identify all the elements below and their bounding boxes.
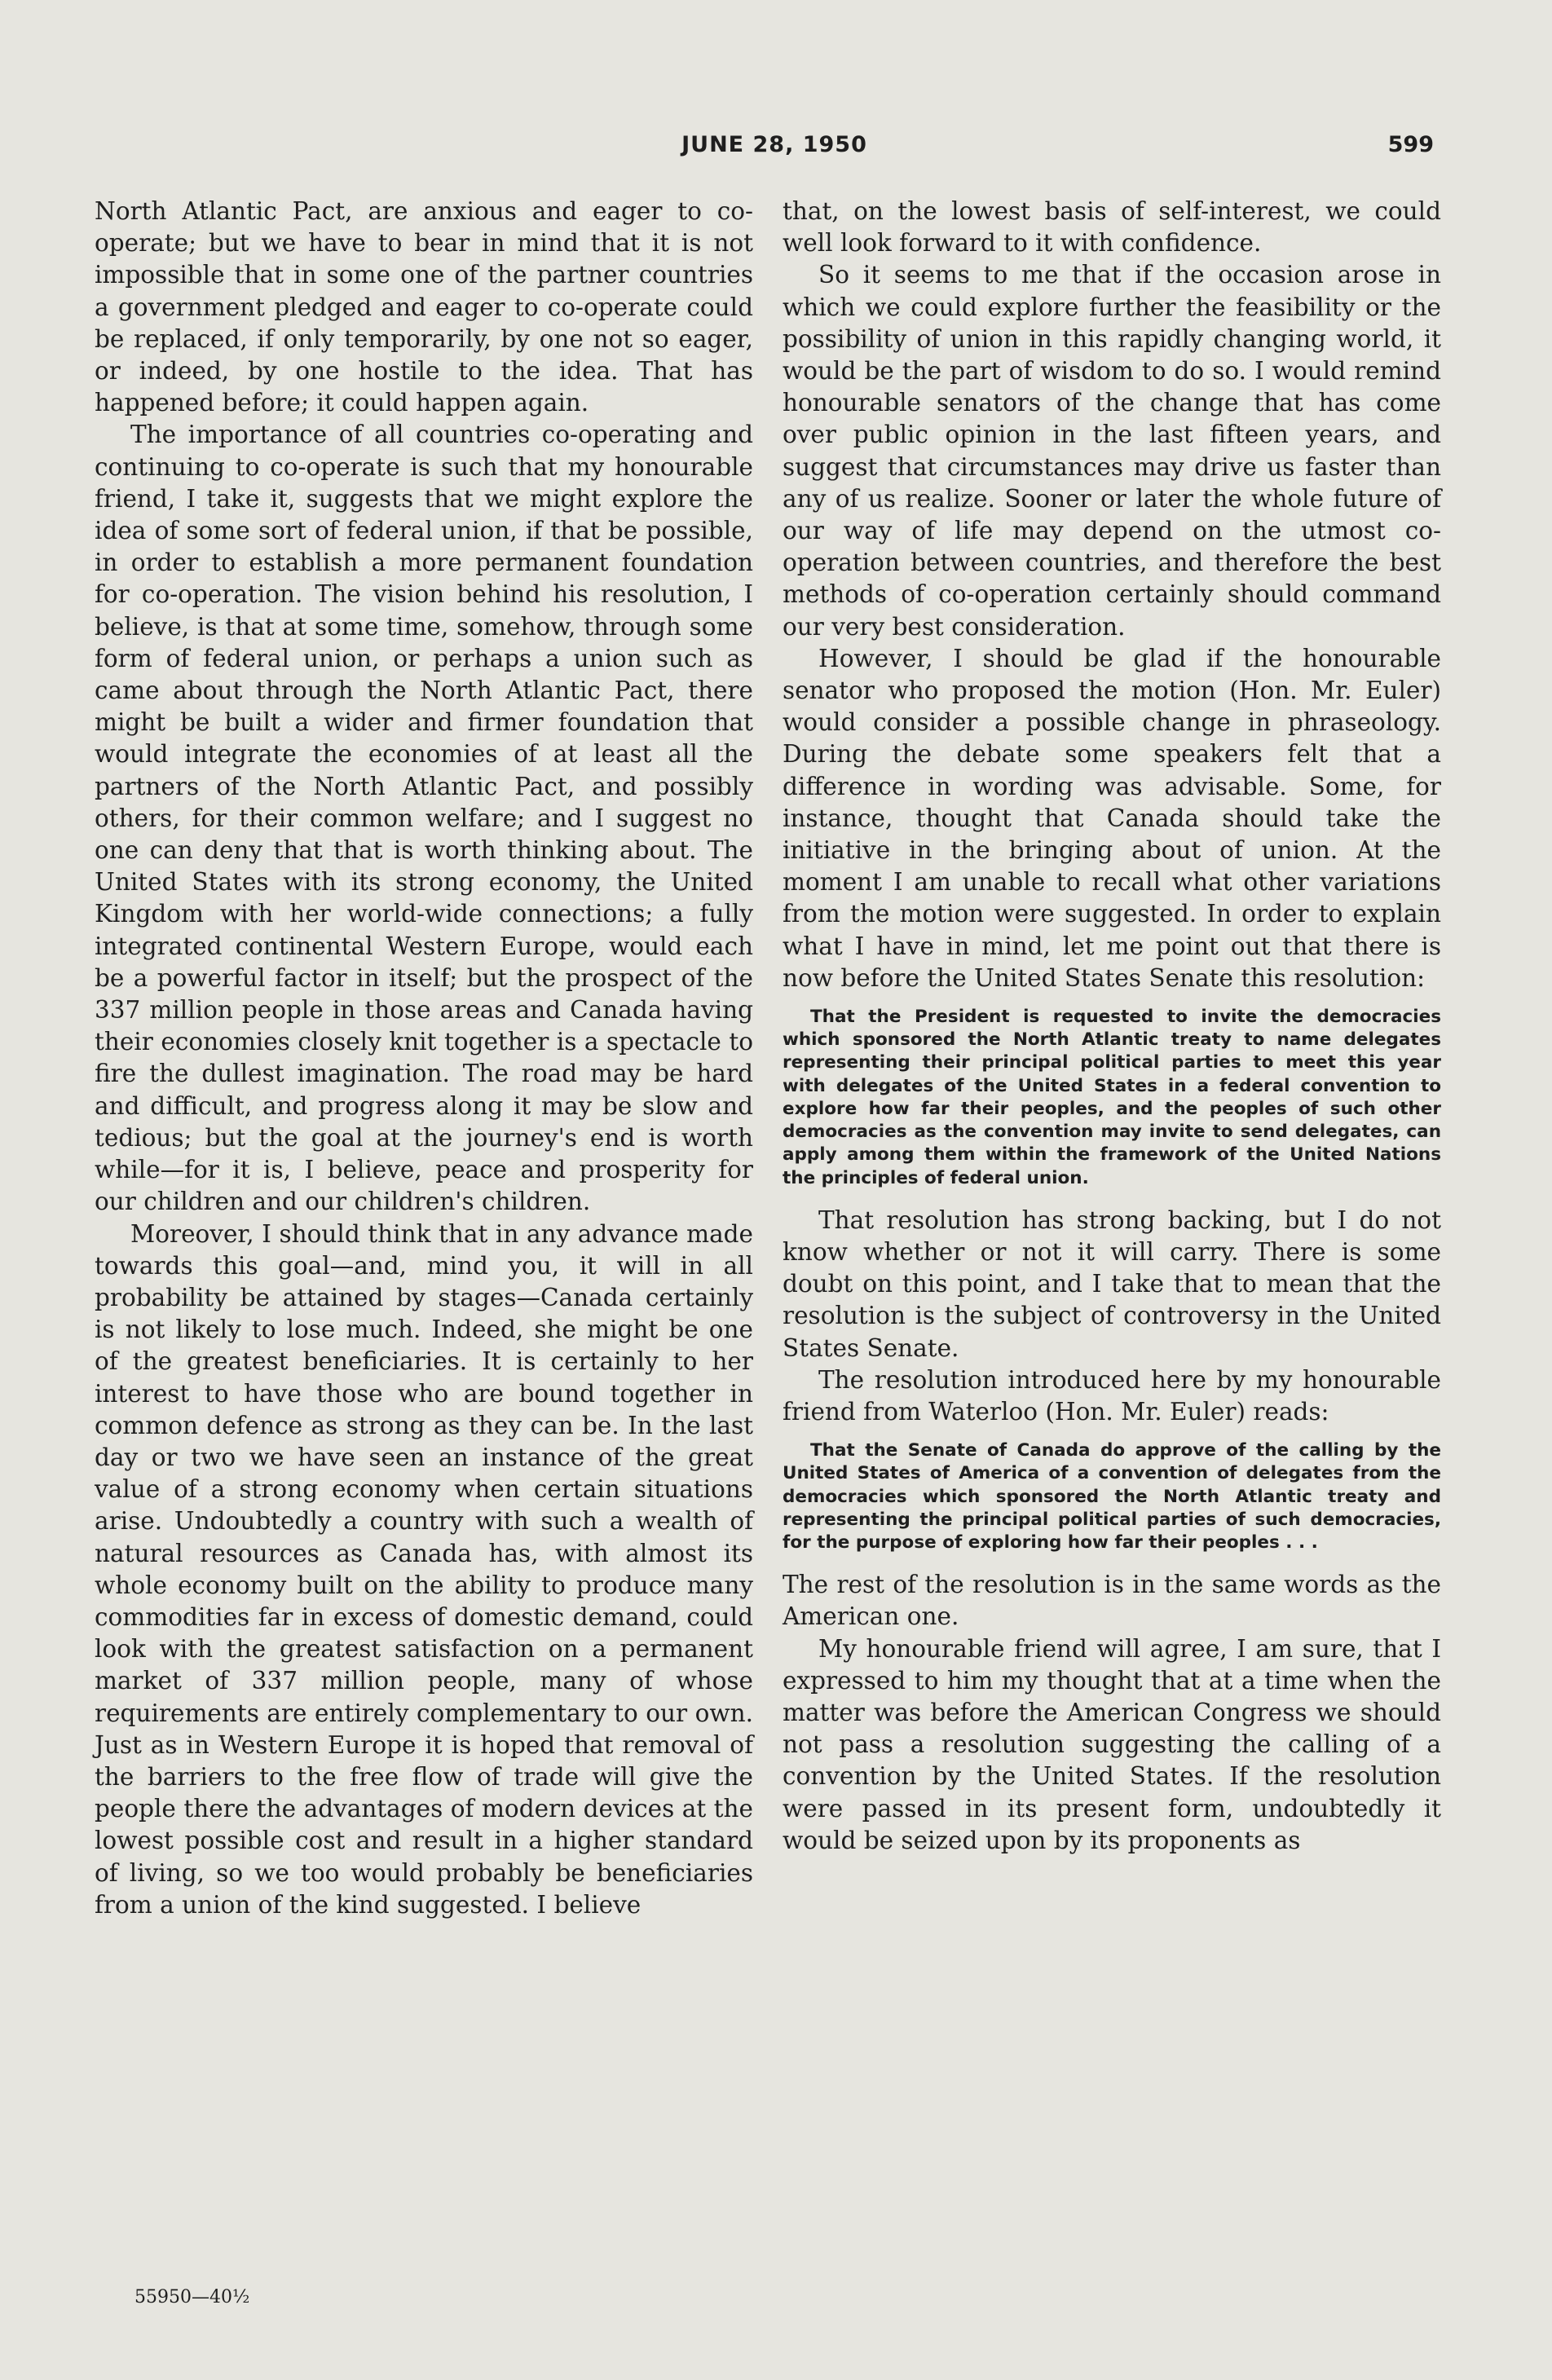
left-paragraph-2: The importance of all countries co-operating and continuing to co-operate is such that my honourable friend, I take it, suggests that we might explore the idea of some sort of federal union, if that be possible, in order to establish a more permanent foundation for co-operation. The vision behind his resolution, I believe, is that at some time, somehow, through some form of federal union, or perhaps a union such as came about through the North Atlantic Pact, there might be built a wider and firmer foundation that would integrate the economies of at least all the partners of the North Atlantic Pact, and possibly others, for their common welfare; and I suggest no one can deny that that is worth thinking about. The United States with its strong economy, the United Kingdom with her world-wide connections; a fully integrated continental Western Europe, would each be a powerful factor in itself; but the prospect of the 337 million people in those areas and Canada having their economies closely knit together is a spectacle to fire the dullest imagination. The road may be hard and difficult, and progress along it may be slow and tedious; but the goal at the journey's end is worth while—for it is, I believe, peace and prosperity for our children and our children's children.	[95, 421, 753, 1216]
right-paragraph-5: The resolution introduced here by my honourable friend from Waterloo (Hon. Mr. Euler) reads:	[783, 1365, 1441, 1426]
right-paragraph-6: The rest of the resolution is in the same words as the American one.	[783, 1571, 1441, 1631]
right-paragraph-7: My honourable friend will agree, I am sure, that I expressed to him my thought that at a time when the matter was before the American Congress we should not pass a resolution suggesting the calling of a convention by the United States. If the resolution were passed in its present form, undoubtedly it would be seized upon by its proponents as	[783, 1634, 1441, 1854]
left-paragraph-1: North Atlantic Pact, are anxious and eager to co-operate; but we have to bear in mind that it is not impossible that in some one of the partner countries a government pledged and eager to co-operate could be replaced, if only temporarily, by one not so eager, or indeed, by one hostile to the idea. That has happened before; it could happen again.	[95, 197, 753, 417]
page-number: 599	[1387, 132, 1434, 157]
left-column	[95, 196, 753, 1921]
canada-senate-resolution-quote: That the Senate of Canada do approve of the calling by the United States of America of a convention of delegates from the democracies which sponsored the North Atlantic treaty and representing the principal political parties of such democracies, for the purpose of exploring how far their peoples . . .	[783, 1440, 1441, 1553]
right-paragraph-1: that, on the lowest basis of self-interest, we could well look forward to it with confidence.	[783, 197, 1441, 258]
footer-printer-code: 55950—40½	[134, 2287, 250, 2307]
header-date: JUNE 28, 1950	[681, 132, 867, 157]
right-column	[783, 196, 1441, 1857]
page-header	[0, 132, 1552, 165]
left-paragraph-3: Moreover, I should think that in any advance made towards this goal—and, mind you, it will in all probability be attained by stages—Canada certainly is not likely to lose much. Indeed, she might be one of the greatest beneficiaries. It is certainly to her interest to have those who are bound together in common defence as strong as they can be. In the last day or two we have seen an instance of the great value of a strong economy when certain situations arise. Undoubtedly a country with such a wealth of natural resources as Canada has, with almost its whole economy built on the ability to produce many commodities far in excess of domestic demand, could look with the greatest satisfaction on a permanent market of 337 million people, many of whose requirements are entirely complementary to our own. Just as in Western Europe it is hoped that removal of the barriers to the free flow of trade will give the people there the advantages of modern devices at the lowest possible cost and result in a higher standard of living, so we too would probably be beneficiaries from a union of the kind suggested. I believe	[95, 1219, 753, 1919]
right-paragraph-2: So it seems to me that if the occasion arose in which we could explore further the feasibility or the possibility of union in this rapidly changing world, it would be the part of wisdom to do so. I would remind honourable senators of the change that has come over public opinion in the last fifteen years, and suggest that circumstances may drive us faster than any of us realize. Sooner or later the whole future of our way of life may depend on the utmost co-operation between countries, and therefore the best methods of co-operation certainly should command our very best consideration.	[783, 261, 1441, 641]
right-paragraph-4: That resolution has strong backing, but I do not know whether or not it will carry. There is some doubt on this point, and I take that to mean that the resolution is the subject of controversy in the United States Senate.	[783, 1205, 1441, 1362]
right-paragraph-3: However, I should be glad if the honourable senator who proposed the motion (Hon. Mr. Euler) would consider a possible change in phraseology. During the debate some speakers felt that a difference in wording was advisable. Some, for instance, thought that Canada should take the initiative in the bringing about of union. At the moment I am unable to recall what other variations from the motion were suggested. In order to explain what I have in mind, let me point out that there is now before the United States Senate this resolution:	[783, 644, 1441, 992]
us-senate-resolution-quote: That the President is requested to invite the democracies which sponsored the North Atlantic treaty to name delegates representing their principal political parties to meet this year with delegates of the United States in a federal convention to explore how far their peoples, and the peoples of such other democracies as the convention may invite to send delegates, can apply among them within the framework of the United Nations the principles of federal union.	[783, 1007, 1441, 1188]
